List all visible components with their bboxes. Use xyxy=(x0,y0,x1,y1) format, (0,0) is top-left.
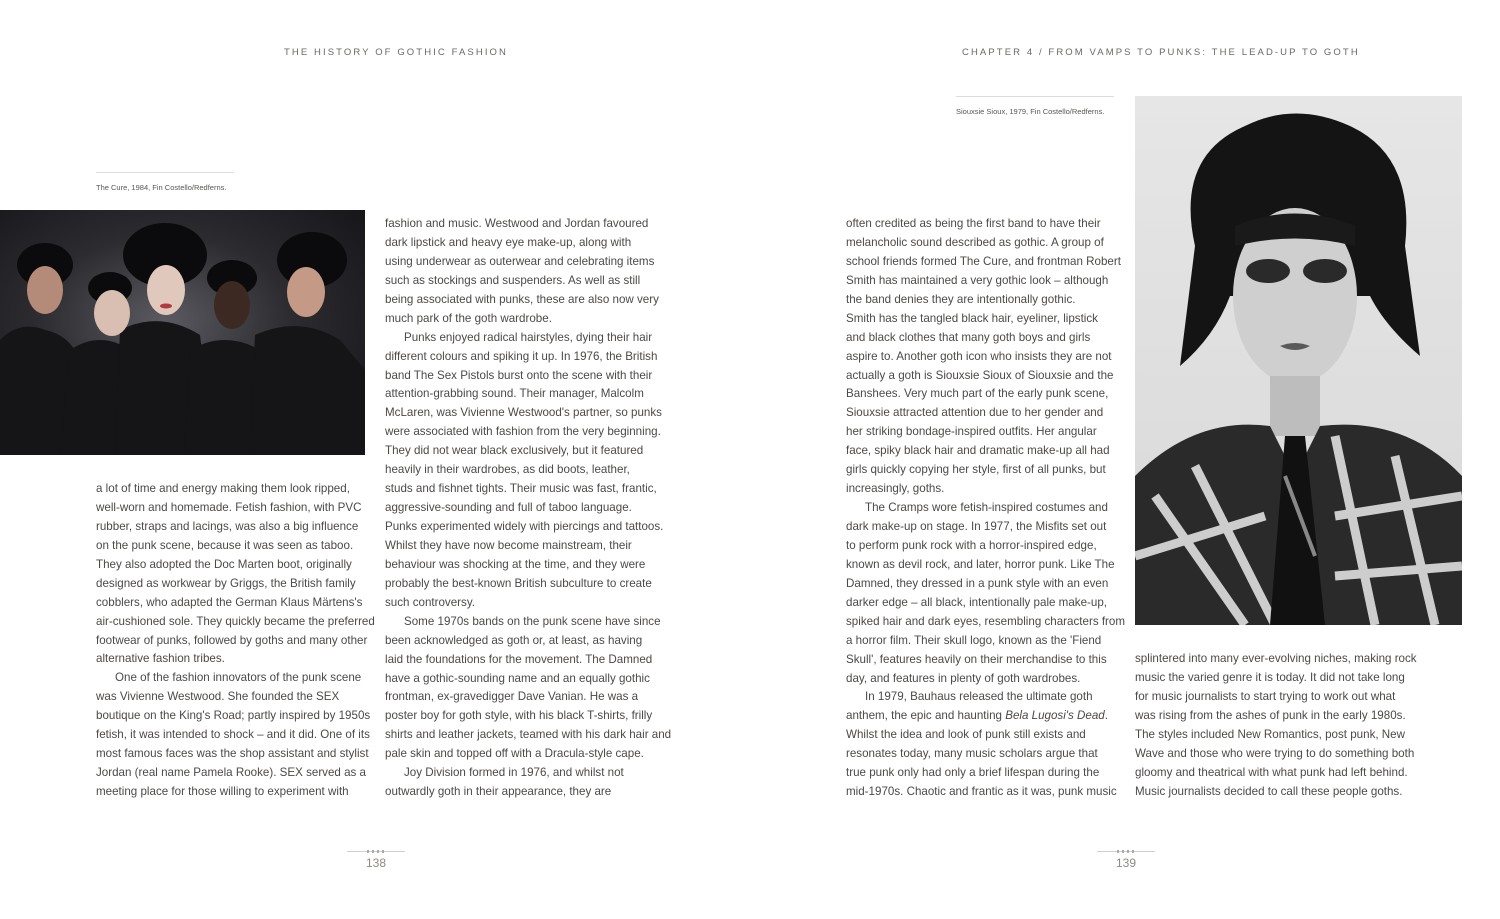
text-line: school friends formed The Cure, and frontman Robert xyxy=(846,254,1121,268)
text-line: Smith has the tangled black hair, eyeliner, lipstick xyxy=(846,311,1098,325)
body-column-1 xyxy=(96,480,375,802)
text-line: mid-1970s. Chaotic and frantic as it was, punk music xyxy=(846,785,1117,799)
text-line: anthem, the epic and haunting Bela Lugosi's Dead. xyxy=(846,709,1108,723)
body-column-4 xyxy=(1135,650,1417,802)
caption-rule xyxy=(96,172,234,173)
text-line: meeting place for those willing to experiment with xyxy=(96,785,349,798)
text-line: The Cramps wore fetish-inspired costumes and xyxy=(865,501,1108,515)
body-column-2 xyxy=(385,215,671,802)
text-line: frontman, ex-gravedigger Dave Vanian. He was a xyxy=(385,690,639,704)
text-line: Damned, they dressed in a punk style with an even xyxy=(846,576,1109,590)
text-line: designed as workwear by Griggs, the British family xyxy=(96,576,356,590)
text-line: gloomy and theatrical with what punk had left behind. xyxy=(1135,765,1408,779)
text-line: and black clothes that many goth boys and girls xyxy=(846,330,1091,344)
text-line: was rising from the ashes of punk in the early 1980s. xyxy=(1135,708,1406,722)
text-line: In 1979, Bauhaus released the ultimate goth xyxy=(865,690,1093,704)
text-line: music the varied genre it is today. It did not take long xyxy=(1135,670,1405,684)
text-line: Skull', features heavily on their merchandise to this xyxy=(846,652,1107,666)
text-line: actually a goth is Siouxsie Sioux of Siouxsie and the xyxy=(846,368,1114,382)
text-line: Whilst they have now become mainstream, their xyxy=(385,538,632,552)
text-line: splintered into many ever-evolving niches, making rock xyxy=(1135,652,1417,665)
text-line: shirts and leather jackets, teamed with his dark hair and xyxy=(385,728,672,742)
text-line: been acknowledged as goth or, at least, as having xyxy=(385,633,643,647)
text-line: boutique on the King's Road; partly inspired by 1950s xyxy=(96,709,371,723)
text-line: Siouxsie attracted attention due to her gender and xyxy=(846,406,1104,420)
page-number-left: 138 xyxy=(365,856,387,870)
text-line: such as stockings and suspenders. As well as still xyxy=(385,273,641,287)
portrait-photo-illustration xyxy=(1135,96,1462,625)
text-line: much park of the goth wardrobe. xyxy=(385,311,552,325)
text-line: day, and features in plenty of goth wardrobes. xyxy=(846,671,1081,685)
text-line: fashion and music. Westwood and Jordan favoured xyxy=(385,217,649,230)
text-line: spiked hair and dark eyes, resembling characters from xyxy=(846,614,1126,628)
text-line: often credited as being the first band to have their xyxy=(846,217,1101,230)
text-line: girls quickly copying her style, first of all punks, but xyxy=(846,463,1106,477)
band-photo-illustration xyxy=(0,210,365,455)
photo-caption-left: The Cure, 1984, Fin Costello/Redferns. xyxy=(96,183,227,192)
text-line: footwear of punks, followed by goths and many other xyxy=(96,633,368,647)
text-line: behaviour was shocking at the time, and they were xyxy=(385,557,646,571)
text-line: dark lipstick and heavy eye make-up, along with xyxy=(385,235,632,249)
text-line: alternative fashion tribes. xyxy=(96,652,225,666)
text-line: using underwear as outerwear and celebrating items xyxy=(385,254,655,268)
text-line: laid the foundations for the movement. The Damned xyxy=(385,652,653,666)
text-line: The styles included New Romantics, post punk, New xyxy=(1135,727,1405,741)
text-line: poster boy for goth style, with his black T-shirts, frilly xyxy=(385,709,653,723)
text-line: such controversy. xyxy=(385,595,475,609)
text-line: for music journalists to start trying to work out what xyxy=(1135,689,1396,703)
text-line: on the punk scene, because it was seen as taboo. xyxy=(96,538,354,552)
body-column-3 xyxy=(846,215,1125,802)
text-line: They did not wear black exclusively, but it featured xyxy=(385,444,644,458)
page-ornament-left xyxy=(347,851,405,852)
text-line: band The Sex Pistols burst onto the scene with their xyxy=(385,368,653,382)
song-title: Bela Lugosi's Dead xyxy=(1005,709,1105,723)
text-line: One of the fashion innovators of the punk scene xyxy=(115,671,362,685)
text-line: aspire to. Another goth icon who insists they are not xyxy=(846,349,1112,363)
text-line: Music journalists decided to call these people goths. xyxy=(1135,784,1403,798)
caption-rule xyxy=(956,96,1114,97)
text-line: McLaren, was Vivienne Westwood's partner, so punks xyxy=(385,406,662,420)
text-line: were associated with fashion from the very beginning. xyxy=(385,425,661,439)
text-line: air-cushioned sole. They quickly became the preferred xyxy=(96,614,375,628)
text-line: Jordan (real name Pamela Rooke). SEX served as a xyxy=(96,766,367,780)
text-line: rubber, straps and lacings, was also a big influence xyxy=(96,519,359,533)
text-line: to perform punk rock with a horror-inspired edge, xyxy=(846,538,1097,552)
text-line: melancholic sound described as gothic. A group of xyxy=(846,235,1104,249)
text-line: outwardly goth in their appearance, they are xyxy=(385,785,612,799)
text-line: different colours and spiking it up. In 1976, the British xyxy=(385,349,658,363)
text-line: true punk only had only a brief lifespan during the xyxy=(846,766,1100,780)
text-line: the band denies they are intentionally gothic. xyxy=(846,292,1076,306)
text-line: Wave and those who were trying to do something both xyxy=(1135,746,1415,760)
text-line: pale skin and topped off with a Dracula-style cape. xyxy=(385,747,644,761)
text-line: Whilst the idea and look of punk still exists and xyxy=(846,728,1086,742)
text-line: aggressive-sounding and full of taboo language. xyxy=(385,501,632,515)
band-photo xyxy=(0,210,365,455)
text-line: face, spiky black hair and dramatic make-up all had xyxy=(846,444,1110,458)
text-line: fetish, it was intended to shock – and it did. One of its xyxy=(96,728,370,742)
page-number-right: 139 xyxy=(1115,856,1137,870)
text-line: cobblers, who adapted the German Klaus Märtens's xyxy=(96,595,363,609)
text-line: known as devil rock, and later, horror punk. Like The xyxy=(846,557,1115,571)
text-line: Joy Division formed in 1976, and whilst not xyxy=(404,766,624,780)
photo-caption-right: Siouxsie Sioux, 1979, Fin Costello/Redferns. xyxy=(956,107,1105,116)
text-line: attention-grabbing sound. Their manager, Malcolm xyxy=(385,387,644,401)
portrait-photo xyxy=(1135,96,1462,625)
running-head-right: CHAPTER 4 / FROM VAMPS TO PUNKS: THE LEAD-UP TO GOTH xyxy=(962,47,1360,58)
text-line: increasingly, goths. xyxy=(846,482,945,496)
text-line: resonates today, many music scholars argue that xyxy=(846,747,1098,761)
text-line: a lot of time and energy making them look ripped, xyxy=(96,482,350,495)
text-line: being associated with punks, these are also now very xyxy=(385,292,659,306)
text-line: Some 1970s bands on the punk scene have since xyxy=(404,614,661,628)
text-line: studs and fishnet tights. Their music was fast, frantic, xyxy=(385,482,657,496)
text-line: well-worn and homemade. Fetish fashion, with PVC xyxy=(96,500,362,514)
text-line: was Vivienne Westwood. She founded the SEX xyxy=(96,690,340,704)
text-line: Punks enjoyed radical hairstyles, dying their hair xyxy=(404,330,653,344)
text-line: darker edge – all black, intentionally pale make-up, xyxy=(846,595,1108,609)
text-line: dark make-up on stage. In 1977, the Misfits set out xyxy=(846,520,1107,533)
text-line: her striking bondage-inspired outfits. Her angular xyxy=(846,425,1097,439)
text-line: Smith has maintained a very gothic look – although xyxy=(846,273,1109,287)
text-line: probably the best-known British subculture to create xyxy=(385,576,652,590)
running-head-left: THE HISTORY OF GOTHIC FASHION xyxy=(284,47,509,58)
text-line: heavily in their wardrobes, as did boots, leather, xyxy=(385,463,630,477)
text-line: have a gothic-sounding name and an equally gothic xyxy=(385,671,650,685)
text-line: They also adopted the Doc Marten boot, originally xyxy=(96,557,352,571)
text-line: most famous faces was the shop assistant and stylist xyxy=(96,747,369,761)
page-ornament-right xyxy=(1097,851,1155,852)
text-line: Banshees. Very much part of the early punk scene, xyxy=(846,387,1109,401)
text-line: a horror film. Their skull logo, known as the 'Fiend xyxy=(846,633,1102,647)
text-line: Punks experimented widely with piercings and tattoos. xyxy=(385,520,664,533)
